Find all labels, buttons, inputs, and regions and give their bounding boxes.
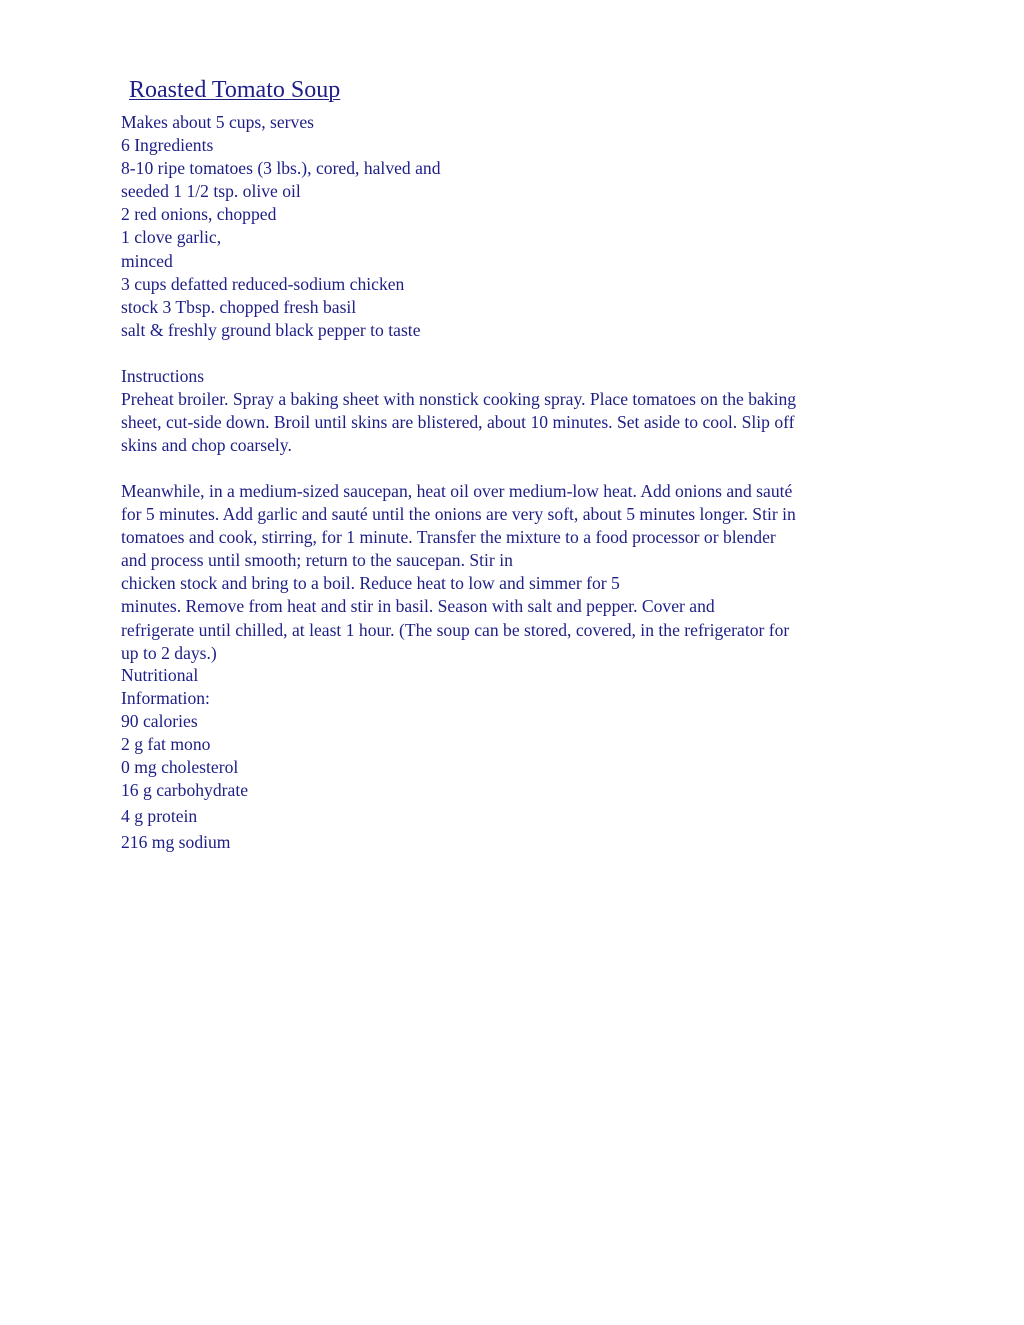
method-block [121,480,911,665]
nutrition-line: 4 g protein [121,806,198,827]
ingredients-line: Makes about 5 cups, serves [121,112,314,132]
method-line: minutes. Remove from heat and stir in basil. Season with salt and pepper. Cover and [121,596,715,617]
nutrition-block [121,664,911,857]
method-line: and process until smooth; return to the saucepan. Stir in [121,550,513,571]
ingredients-line: 6 Ingredients [121,135,214,156]
nutrition-heading: Nutritional [121,665,199,685]
method-line: tomatoes and cook, stirring, for 1 minute. Transfer the mixture to a food processor or blender [121,527,776,548]
ingredients-line: seeded 1 1/2 tsp. olive oil [121,181,301,202]
instructions-line: Preheat broiler. Spray a baking sheet with nonstick cooking spray. Place tomatoes on the baking [121,389,797,410]
ingredients-block [121,111,911,342]
nutrition-line: 90 calories [121,711,198,732]
method-line: up to 2 days.) [121,642,217,663]
ingredients-line: 1 clove garlic, [121,227,222,248]
method-line: Meanwhile, in a medium-sized saucepan, heat oil over medium-low heat. Add onions and sauté [121,481,793,501]
nutrition-line: 16 g carbohydrate [121,780,249,801]
ingredients-line: stock 3 Tbsp. chopped fresh basil [121,296,357,317]
instructions-line: sheet, cut-side down. Broil until skins are blistered, about 10 minutes. Set aside to cool. Slip off [121,412,795,433]
nutrition-heading: Information: [121,688,210,709]
instructions-block [121,365,911,457]
method-line: for 5 minutes. Add garlic and sauté until the onions are very soft, about 5 minutes longer. Stir in [121,504,796,525]
nutrition-line: 216 mg sodium [121,832,231,853]
nutrition-line: 0 mg cholesterol [121,757,239,778]
nutrition-line: 2 g fat mono [121,734,211,755]
ingredients-line: 3 cups defatted reduced-sodium chicken [121,273,405,294]
method-line: chicken stock and bring to a boil. Reduce heat to low and simmer for 5 [121,573,620,594]
method-line: refrigerate until chilled, at least 1 hour. (The soup can be stored, covered, in the refrigerator for [121,619,790,640]
ingredients-line: minced [121,250,173,271]
instructions-line: skins and chop coarsely. [121,435,292,456]
recipe-title: Roasted Tomato Soup [129,77,341,103]
ingredients-line: salt & freshly ground black pepper to taste [121,319,421,340]
ingredients-line: 8-10 ripe tomatoes (3 lbs.), cored, halved and [121,158,441,179]
instructions-heading: Instructions [121,366,205,386]
ingredients-line: 2 red onions, chopped [121,204,277,225]
